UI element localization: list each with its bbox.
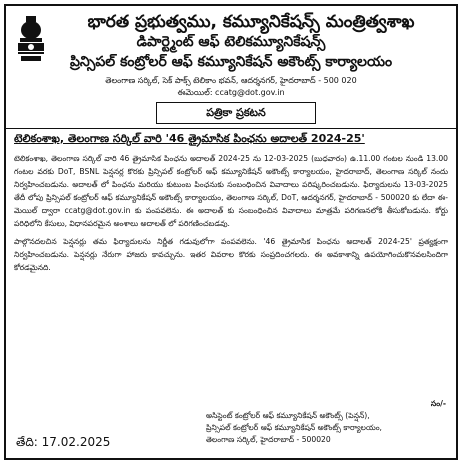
release-date: తేది: 17.02.2025 (16, 435, 111, 449)
press-release-body (14, 152, 448, 278)
signatory-office: ప్రిన్సిపల్ కంట్రోలర్ ఆఫ్ కమ్యూనికేషన్ అకౌంట్స్ కార్యాలయం, (206, 423, 382, 432)
letterhead (6, 6, 456, 124)
office-name: ప్రిన్సిపల్ కంట్రోలర్ ఆఫ్ కమ్యూనికేషన్ అకౌంట్స్ కార్యాలయం (69, 54, 393, 70)
paragraph-1: టెలికంశాఖ, తెలంగాణ సర్కిల్ వారి 46 త్రైమాసిక పింఛను అదాలత్ 2024-25 ను 12-03-2025 (బుధవారం) ఉ.11.00 గంటల నుండి 13.00 గంటల వరకు DoT, BSNL పెన్షనర్ల కొరకు ప్రిన్సిపల్ కంట్రోలర్ ఆఫ్ కమ్యూనికేషన్ అకౌంట్స్ కార్యాలయం, హైదరాబాద్, తెలంగాణ సర్కిల్ నందు నిర్వహించబడును. అదాలత్ లో పింఛను మరియు కుటుంబ పింఛనుకు సంబంధించిన వివాదాలు పరిష్కరించబడును. ఫిర్యాదులను 13-03-2025 తేదీ లోపు ప్రిన్సిపల్ కంట్రోలర్ ఆఫ్ కమ్యూనికేషన్ అకౌంట్స్ కార్యాలయం, తెలంగాణ సర్కిల్, DoT, ఆదర్శనగర్, హైదరాబాద్ - 500020 కు లేదా ఈ-మెయిల్ ద్వారా ccatg@dot.gov.in కు పంపవలెను. ఈ అదాలత్ కు సంబంధించిన వివాదాలు మాత్రమే పరిగణనలోకి తీసుకోబడును. కోర్టు పరిధిలోని కేసులు, విధానపరమైన అంశాలు అదాలత్ లో పరిగణించబడవు. (14, 154, 448, 229)
department-name: డిపార్ట్మెంట్ ఆఫ్ టెలికమ్యూనికేషన్స్ (136, 34, 326, 50)
signatory-location: తెలంగాణ సర్కిల్, హైదరాబాద్ - 500020 (206, 435, 331, 444)
signature-block (206, 398, 446, 446)
signature-sd: సం/- (430, 399, 446, 408)
press-release-document (4, 4, 458, 460)
press-release-title: టెలికంశాఖ, తెలంగాణ సర్కిల్ వారి '46 త్రైమాసిక పింఛను అదాలత్ 2024-25' (14, 132, 365, 145)
office-contact: ఈమెయిల్: ccatg@dot.gov.in (177, 88, 285, 97)
paragraph-2: పాల్గొనదలచిన పెన్షనర్లు తమ ఫిర్యాదులను నిర్ణీత గడువులోగా పంపవలెను. '46 త్రైమాసిక పింఛను అదాలత్ 2024-25' ప్రత్యక్షంగా నిర్వహించబడును. పెన్షనర్లు నేరుగా హాజరు కావచ్చును. ఇతర వివరాల కొరకు సంప్రదించగలరు. ఈ అవకాశాన్ని ఉపయోగించుకొనవలసిందిగా కోరడమైనది. (14, 236, 448, 272)
press-release-label: పత్రికా ప్రకటన (156, 102, 316, 124)
ministry-name: భారత ప్రభుత్వము, కమ్యూనికేషన్స్ మంత్రిత్వశాఖ (87, 12, 415, 32)
office-address: తెలంగాణ సర్కిల్, సెక్ పాక్స్ టెలికాం భవన్, ఆదర్శనగర్, హైదరాబాద్ - 500 020 (105, 76, 357, 85)
signatory-designation: అసిస్టెంట్ కంట్రోలర్ ఆఫ్ కమ్యూనికేషన్ అకౌంట్స్ (పెన్షన్), (206, 411, 370, 420)
header-divider (6, 128, 456, 129)
